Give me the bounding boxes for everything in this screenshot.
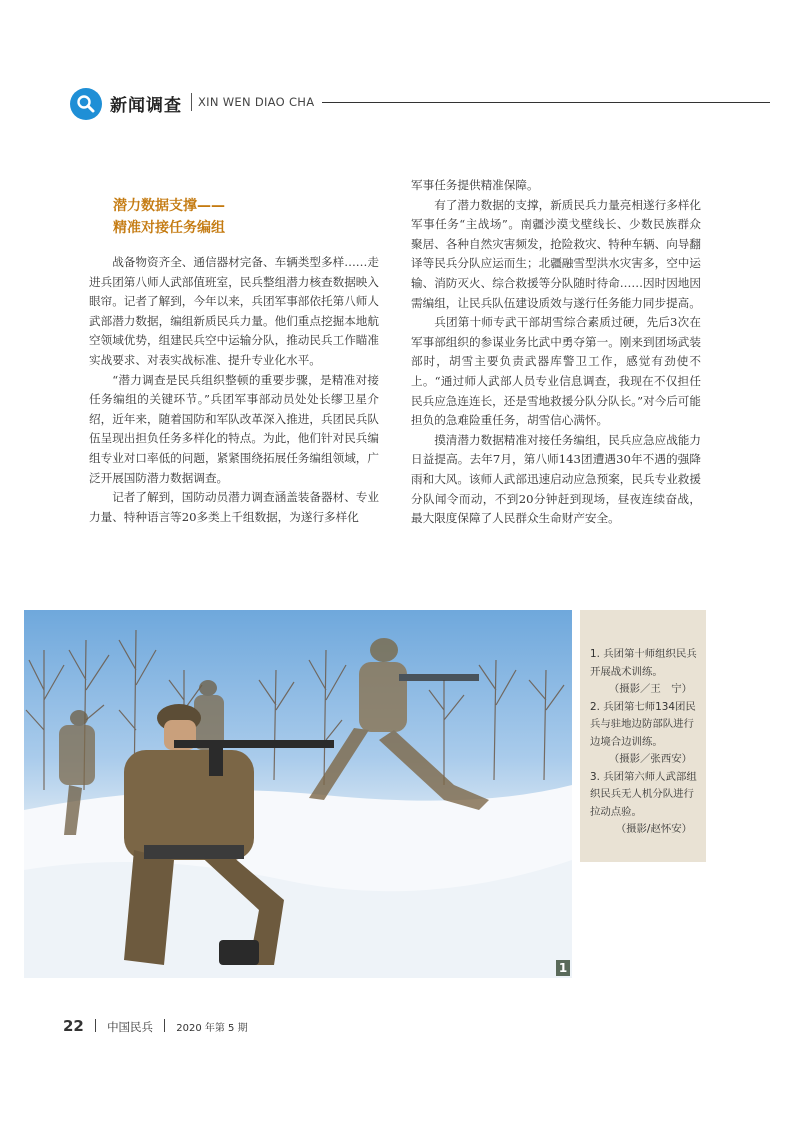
article-column-right: [411, 176, 701, 529]
paragraph: 摸清潜力数据精准对接任务编组，民兵应急应战能力日益提高。去年7月，第八师143团遭遇30年不遇的强降雨和大风。该师人武部迅速启动应急预案，民兵专业救援分队闻令而动，不到20分钟赶到现场，昼夜连续奋战，最大限度保障了人民群众生命财产安全。: [411, 432, 701, 526]
section-heading-line2: 精准对接任务编组: [113, 220, 225, 236]
header-divider: [191, 93, 192, 111]
footer-divider: [164, 1019, 165, 1032]
paragraph: 记者了解到，国防动员潜力调查涵盖装备器材、专业力量、特种语言等20多类上千组数据，为遂行多样化: [89, 490, 379, 524]
caption-item: 1. 兵团第十师组织民兵开展战术训练。: [590, 648, 697, 678]
caption-list: [590, 646, 700, 839]
section-heading: [113, 195, 225, 239]
page-number: 22: [63, 1017, 84, 1035]
paragraph: 战备物资齐全、通信器材完备、车辆类型多样……走进兵团第八师人武部值班室，民兵整组潜力核查数据映入眼帘。记者了解到，今年以来，兵团军事部依托第八师人武部潜力数据，编组新质民兵力量。他们重点挖掘本地航空领域优势，组建民兵空中运输分队，推动民兵工作瞄准实战要求、对表实战标准、提升专业化水平。: [89, 255, 379, 367]
paragraph: 军事任务提供精准保障。: [411, 178, 539, 192]
header-title: 新闻调查: [110, 96, 182, 116]
caption-credit: （摄影／王 宁）: [608, 683, 692, 695]
caption-credit: （摄影／张西安）: [608, 753, 692, 765]
caption-item: 2. 兵团第七师134团民兵与驻地边防部队进行边境合边训练。: [590, 700, 696, 748]
training-photo: [24, 610, 572, 978]
photo-number-badge: 1: [556, 960, 570, 976]
photo-illustration: [24, 610, 572, 978]
photo-caption-box: [580, 610, 706, 862]
footer-divider: [95, 1019, 96, 1032]
issue-label: 2020 年第 5 期: [176, 1023, 248, 1034]
article-column-left: [89, 253, 379, 527]
section-heading-line1: 潜力数据支撑——: [113, 198, 225, 214]
caption-item: 3. 兵团第六师人武部组织民兵无人机分队进行拉动点验。: [590, 770, 697, 818]
paragraph: 兵团第十师专武干部胡雪综合素质过硬，先后3次在军事部组织的参谋业务比武中勇夺第一。刚来到团场武装部时，胡雪主要负责武器库警卫工作，感觉有劲使不上。“通过师人武部人员专业信息调查，我现在不仅担任民兵应急连连长，还是雪地救援分队分队长。”对今后可能担负的急难险重任务，胡雪信心满怀。: [411, 315, 701, 428]
header-subtitle: XIN WEN DIAO CHA: [198, 95, 315, 109]
paragraph: “潜力调查是民兵组织整顿的重要步骤，是精准对接任务编组的关键环节。”兵团军事部动员处处长缪卫星介绍，近年来，随着国防和军队改革深入推进，兵团民兵队伍呈现出担负任务多样化的特点。为此，他们针对民兵编组专业对口率低的问题，紧紧围绕拓展任务编组领域，广泛开展国防潜力数据调查。: [89, 372, 379, 485]
page-footer: [63, 1016, 248, 1036]
caption-credit: （摄影/赵怀安）: [615, 823, 692, 835]
section-header: [70, 86, 770, 122]
header-rule: [322, 102, 770, 103]
search-icon: [70, 88, 102, 120]
magazine-name: 中国民兵: [107, 1020, 154, 1034]
paragraph: 有了潜力数据的支撑，新质民兵力量亮相遂行多样化军事任务“主战场”。南疆沙漠戈壁线长、少数民族群众聚居、各种自然灾害频发，抢险救灾、特种车辆、向导翻译等民兵分队应运而生；北疆融雪型洪水灾害多，空中运输、消防灭火、综合救援等分队随时待命……因时因地因需编组，让民兵队伍建设质效与遂行任务能力同步提高。: [411, 197, 701, 310]
